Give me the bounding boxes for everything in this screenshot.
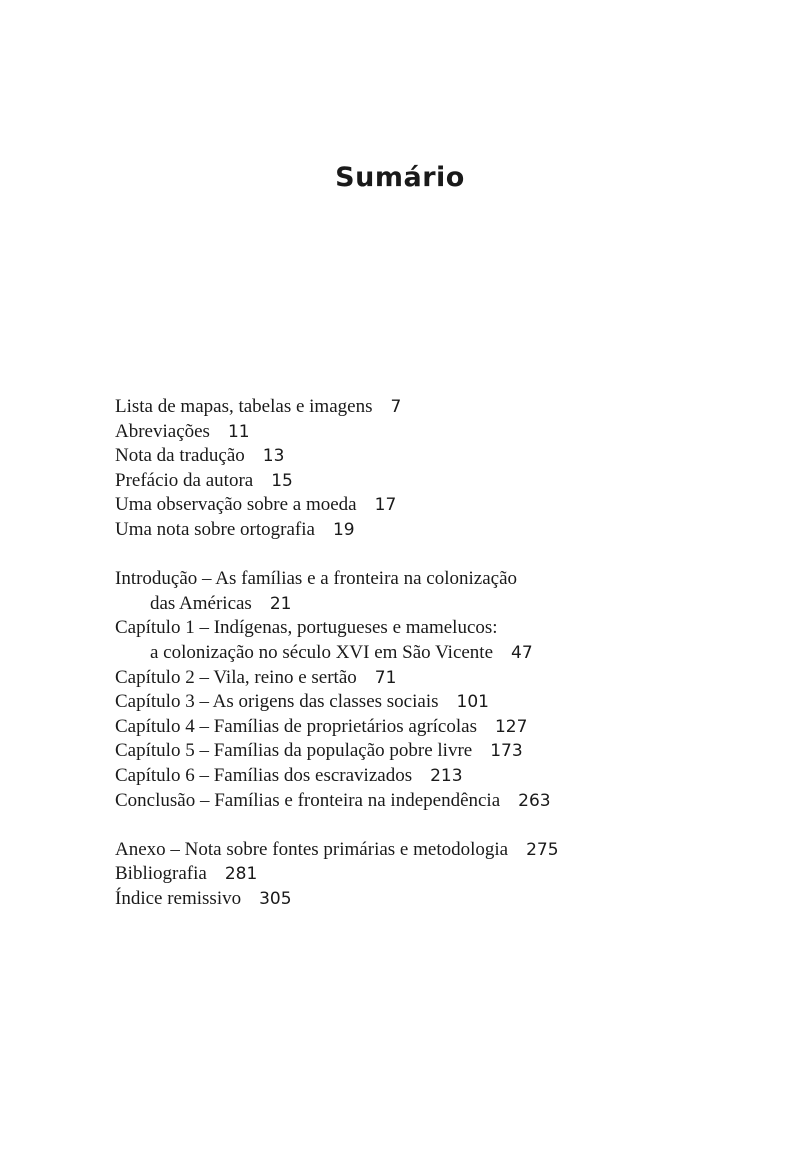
toc-page-number: 173 — [490, 741, 523, 762]
toc-group-back-matter — [115, 838, 675, 912]
toc-entry — [115, 764, 675, 789]
toc-entry — [115, 567, 675, 616]
toc-entry-title: Prefácio da autora — [115, 469, 254, 491]
toc-page-number: 47 — [511, 642, 533, 663]
toc-entry-title-continued: das Américas — [150, 592, 252, 614]
table-of-contents — [115, 395, 675, 936]
toc-page-number: 7 — [390, 397, 402, 417]
toc-entry — [115, 493, 675, 518]
toc-entry — [115, 444, 675, 469]
toc-group-front-matter — [115, 395, 675, 543]
toc-entry — [115, 715, 675, 740]
toc-page-number: 11 — [227, 421, 250, 442]
toc-page-number: 213 — [430, 765, 463, 786]
toc-page-number: 21 — [269, 593, 292, 614]
toc-entry — [115, 789, 675, 814]
toc-entry — [115, 420, 675, 445]
toc-entry — [115, 395, 675, 420]
toc-entry-title: Capítulo 2 – Vila, reino e sertão — [115, 666, 357, 688]
toc-entry-title: Capítulo 3 – As origens das classes sociais — [115, 691, 439, 713]
toc-page-number: 127 — [494, 716, 528, 737]
toc-page-number: 71 — [374, 667, 397, 688]
toc-entry — [115, 862, 675, 887]
toc-entry-title: Anexo – Nota sobre fontes primárias e metodologia — [115, 838, 509, 860]
toc-entry-title: Lista de mapas, tabelas e imagens — [115, 396, 373, 417]
toc-page-number: 305 — [259, 888, 292, 909]
toc-page-number: 13 — [262, 446, 285, 467]
toc-entry — [115, 518, 675, 543]
toc-page-number: 263 — [518, 790, 551, 811]
toc-group-chapters — [115, 567, 675, 813]
toc-entry-title: Uma nota sobre ortografia — [115, 518, 315, 540]
toc-page-number: 15 — [271, 470, 293, 491]
toc-entry — [115, 690, 675, 715]
toc-page-number: 275 — [526, 839, 559, 860]
toc-entry-title: Nota da tradução — [115, 445, 245, 467]
toc-entry-title: Índice remissivo — [115, 887, 242, 909]
toc-entry — [115, 616, 675, 665]
toc-entry-title: Capítulo 4 – Famílias de proprietários agrícolas — [115, 715, 477, 737]
toc-entry — [115, 887, 675, 912]
toc-entry-title: Capítulo 5 – Famílias da população pobre livre — [115, 740, 473, 762]
toc-entry-title: Abreviações — [115, 420, 210, 442]
page-title: Sumário — [335, 162, 465, 193]
toc-page-number: 281 — [224, 864, 258, 885]
toc-page-number: 101 — [456, 692, 489, 713]
toc-entry — [115, 739, 675, 764]
toc-entry-title: Capítulo 6 – Famílias dos escravizados — [115, 764, 413, 786]
toc-entry — [115, 838, 675, 863]
toc-page-number: 17 — [374, 495, 397, 516]
toc-entry-title-continued: a colonização no século XVI em São Vicente — [150, 641, 494, 663]
toc-entry-title: Introdução – As famílias e a fronteira na colonização — [115, 568, 517, 590]
toc-entry — [115, 666, 675, 691]
toc-entry-title: Bibliografia — [115, 863, 207, 885]
toc-entry-title: Conclusão – Famílias e fronteira na independência — [115, 789, 501, 811]
toc-entry — [115, 469, 675, 494]
toc-page-number: 19 — [332, 519, 355, 540]
toc-entry-title: Capítulo 1 – Indígenas, portugueses e mamelucos: — [115, 617, 498, 639]
toc-entry-title: Uma observação sobre a moeda — [115, 494, 357, 516]
